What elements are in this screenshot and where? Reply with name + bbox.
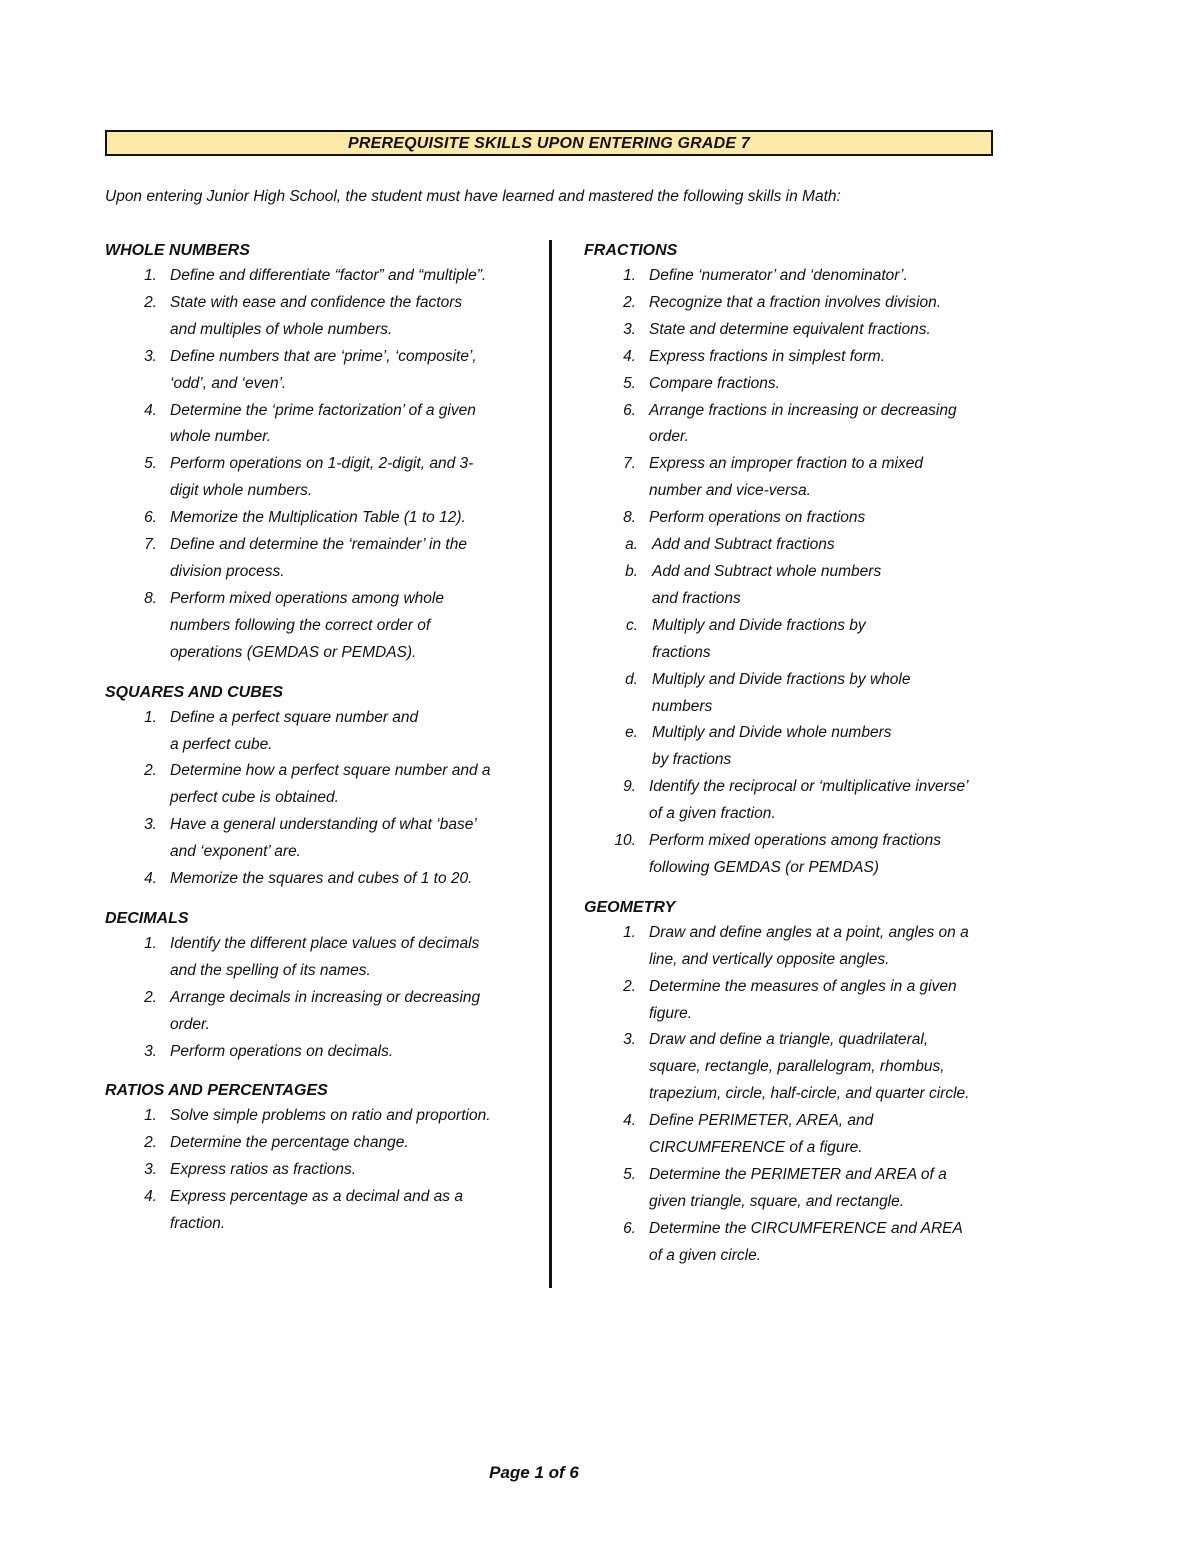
item-text-line: Memorize the Multiplication Table (1 to 12). xyxy=(170,509,466,527)
sub-item-text-line: fractions xyxy=(652,643,711,661)
item-number: 4. xyxy=(144,1188,157,1206)
item-text-line: ‘odd’, and ‘even’. xyxy=(170,374,287,392)
list-item xyxy=(105,398,535,452)
item-number: 4. xyxy=(144,870,157,888)
sub-item-text-line: Multiply and Divide fractions by whole xyxy=(652,670,911,688)
list-item xyxy=(105,1184,535,1238)
skill-list xyxy=(105,705,535,893)
section-heading: SQUARES AND CUBES xyxy=(105,683,284,701)
intro-text: Upon entering Junior High School, the student must have learned and mastered the following skills in Math: xyxy=(105,188,841,205)
sub-item-text-line: Multiply and Divide whole numbers xyxy=(652,724,892,742)
list-item xyxy=(105,505,535,532)
item-text-line: Perform mixed operations among fractions xyxy=(649,832,942,850)
list-item xyxy=(105,532,535,586)
item-text-line: trapezium, circle, half-circle, and quarter circle. xyxy=(649,1085,970,1103)
skill-list xyxy=(105,263,535,667)
list-item xyxy=(584,974,1014,1028)
item-text-line: line, and vertically opposite angles. xyxy=(649,950,890,968)
item-number: 6. xyxy=(623,401,636,419)
sub-item-letter: e. xyxy=(625,724,638,742)
item-text-line: Express fractions in simplest form. xyxy=(649,347,886,365)
item-number: 3. xyxy=(144,816,157,834)
section-decimals xyxy=(105,907,535,1066)
list-item xyxy=(105,586,535,667)
item-number: 7. xyxy=(144,536,157,554)
right-column xyxy=(584,239,1014,1284)
item-text-line: Define and differentiate “factor” and “multiple”. xyxy=(170,267,487,284)
item-number: 7. xyxy=(623,455,636,473)
page-number: Page 1 of 6 xyxy=(489,1463,579,1482)
item-text-line: Define numbers that are ‘prime’, ‘composite’, xyxy=(170,347,477,365)
item-text-line: Draw and define angles at a point, angles on a xyxy=(649,923,969,941)
item-text-line: Solve simple problems on ratio and proportion. xyxy=(170,1107,491,1125)
list-item xyxy=(584,317,1014,344)
list-item xyxy=(584,1216,1014,1270)
list-item xyxy=(584,774,1014,828)
list-item xyxy=(584,828,1014,882)
sub-list xyxy=(584,532,1014,774)
item-text-line: Identify the reciprocal or ‘multiplicative inverse’ xyxy=(649,778,969,796)
item-text-line: Arrange fractions in increasing or decreasing xyxy=(649,401,957,419)
list-item xyxy=(584,1108,1014,1162)
item-text-line: Compare fractions. xyxy=(649,374,780,392)
item-text-line: fraction. xyxy=(170,1215,226,1233)
list-item xyxy=(105,1157,535,1184)
list-item xyxy=(584,920,1014,974)
item-number: 1. xyxy=(623,923,636,941)
item-text-line: square, rectangle, parallelogram, rhombus, xyxy=(649,1058,945,1076)
item-text-line: State and determine equivalent fractions. xyxy=(649,320,931,338)
item-text-line: number and vice-versa. xyxy=(649,482,811,500)
list-item xyxy=(105,1130,535,1157)
list-item xyxy=(105,290,535,344)
sub-list-item xyxy=(584,720,1014,774)
item-text-line: and multiples of whole numbers. xyxy=(170,320,393,338)
item-text-line: Define a perfect square number and xyxy=(170,708,419,726)
list-item xyxy=(584,263,1014,290)
item-number: 4. xyxy=(144,401,157,419)
item-text-line: given triangle, square, and rectangle. xyxy=(649,1192,905,1210)
item-text-line: Arrange decimals in increasing or decreasing xyxy=(170,988,481,1006)
item-text-line: Express an improper fraction to a mixed xyxy=(649,455,923,473)
section-whole-numbers xyxy=(105,239,535,667)
item-number: 3. xyxy=(144,347,157,365)
section-heading: FRACTIONS xyxy=(584,242,678,259)
item-number: 2. xyxy=(144,988,157,1006)
item-text-line: a perfect cube. xyxy=(170,735,273,753)
item-number: 1. xyxy=(144,934,157,952)
sub-item-letter: c. xyxy=(625,616,638,634)
item-text-line: operations (GEMDAS or PEMDAS). xyxy=(170,643,417,661)
item-text-line: whole number. xyxy=(170,428,272,446)
sub-list-item xyxy=(584,559,1014,613)
list-item xyxy=(105,1103,535,1130)
sub-item-letter: b. xyxy=(625,562,638,580)
item-text-line: Recognize that a fraction involves division. xyxy=(649,293,942,311)
item-text-line: figure. xyxy=(649,1004,693,1022)
section-ratios-and-percentages xyxy=(105,1079,535,1238)
item-text-line: order. xyxy=(649,428,689,446)
item-text-line: Perform operations on decimals. xyxy=(170,1042,394,1060)
item-number: 5. xyxy=(623,374,636,392)
item-text-line: State with ease and confidence the factors xyxy=(170,293,463,311)
item-text-line: Perform operations on fractions xyxy=(649,509,866,527)
list-item xyxy=(105,1039,535,1066)
item-text-line: of a given fraction. xyxy=(649,805,776,823)
item-number: 3. xyxy=(623,1031,636,1049)
item-text-line: Determine how a perfect square number and a xyxy=(170,762,491,780)
item-number: 5. xyxy=(144,455,157,473)
item-text-line: Express percentage as a decimal and as a xyxy=(170,1188,463,1206)
list-item xyxy=(584,451,1014,505)
item-text-line: division process. xyxy=(170,562,285,580)
item-text-line: CIRCUMFERENCE of a figure. xyxy=(649,1139,863,1157)
section-geometry xyxy=(584,896,1014,1270)
item-number: 2. xyxy=(144,762,157,780)
skill-list xyxy=(584,920,1014,1270)
skill-list xyxy=(105,1103,535,1238)
item-number: 2. xyxy=(144,1134,157,1152)
item-number: 1. xyxy=(144,1107,157,1125)
item-text-line: digit whole numbers. xyxy=(170,482,313,500)
item-text-line: perfect cube is obtained. xyxy=(170,789,339,807)
list-item xyxy=(105,344,535,398)
item-text-line: and ‘exponent’ are. xyxy=(170,843,301,861)
list-item xyxy=(584,371,1014,398)
item-text-line: and the spelling of its names. xyxy=(170,961,371,979)
list-item xyxy=(584,1162,1014,1216)
item-text-line: of a given circle. xyxy=(649,1246,761,1264)
item-number: 3. xyxy=(144,1042,157,1060)
item-number: 10. xyxy=(614,832,636,850)
list-item xyxy=(584,344,1014,371)
list-item xyxy=(105,931,535,985)
section-heading: WHOLE NUMBERS xyxy=(105,242,250,259)
item-text-line: numbers following the correct order of xyxy=(170,616,431,634)
list-item xyxy=(105,451,535,505)
item-text-line: Define and determine the ‘remainder’ in the xyxy=(170,536,467,554)
item-text-line: Determine the CIRCUMFERENCE and AREA xyxy=(649,1219,963,1237)
list-item xyxy=(105,758,535,812)
sub-item-text-line: by fractions xyxy=(652,751,732,769)
list-item xyxy=(105,705,535,759)
item-number: 9. xyxy=(623,778,636,796)
section-squares-and-cubes xyxy=(105,681,535,893)
section-heading: DECIMALS xyxy=(105,909,189,927)
item-text-line: Determine the PERIMETER and AREA of a xyxy=(649,1166,947,1183)
section-heading: GEOMETRY xyxy=(584,898,676,916)
sub-item-text-line: numbers xyxy=(652,697,713,715)
list-item xyxy=(584,1027,1014,1108)
item-number: 4. xyxy=(623,1112,636,1130)
item-text-line: Draw and define a triangle, quadrilateral, xyxy=(649,1031,929,1049)
item-text-line: Identify the different place values of decimals xyxy=(170,934,480,952)
list-item xyxy=(105,866,535,893)
item-text-line: Memorize the squares and cubes of 1 to 20. xyxy=(170,870,473,888)
item-number: 8. xyxy=(144,589,157,607)
sub-item-text-line: Add and Subtract fractions xyxy=(652,536,835,554)
sub-item-text-line: Multiply and Divide fractions by xyxy=(652,616,866,634)
sub-item-letter: d. xyxy=(625,670,638,688)
item-number: 8. xyxy=(623,509,636,527)
item-text-line: order. xyxy=(170,1015,210,1033)
item-number: 5. xyxy=(623,1166,636,1183)
item-text-line: Determine the percentage change. xyxy=(170,1134,409,1152)
item-text-line: Define ‘numerator’ and ‘denominator’. xyxy=(649,267,908,284)
sub-list-item xyxy=(584,532,1014,559)
sub-list-item xyxy=(584,613,1014,667)
item-text-line: Express ratios as fractions. xyxy=(170,1161,357,1179)
item-text-line: Perform operations on 1-digit, 2-digit, and 3- xyxy=(170,455,474,473)
item-number: 2. xyxy=(623,293,636,311)
item-text-line: Have a general understanding of what ‘base’ xyxy=(170,816,477,834)
item-number: 1. xyxy=(623,267,636,284)
sub-list-item xyxy=(584,667,1014,721)
item-number: 4. xyxy=(623,347,636,365)
section-fractions xyxy=(584,239,1014,882)
skill-list xyxy=(105,931,535,1066)
column-divider xyxy=(549,240,552,1288)
left-column xyxy=(105,239,535,1252)
list-item xyxy=(584,398,1014,452)
list-item xyxy=(584,290,1014,317)
list-item xyxy=(105,812,535,866)
list-item xyxy=(105,263,535,290)
sub-item-letter: a. xyxy=(625,536,638,554)
item-number: 2. xyxy=(144,293,157,311)
item-number: 3. xyxy=(623,320,636,338)
list-item xyxy=(105,985,535,1039)
section-heading: RATIOS AND PERCENTAGES xyxy=(105,1082,328,1100)
item-number: 6. xyxy=(623,1219,636,1237)
item-text-line: Determine the measures of angles in a given xyxy=(649,977,957,995)
item-number: 3. xyxy=(144,1161,157,1179)
item-text-line: Determine the ‘prime factorization’ of a given xyxy=(170,401,476,419)
sub-item-text-line: Add and Subtract whole numbers xyxy=(652,562,882,580)
sub-item-text-line: and fractions xyxy=(652,589,741,607)
item-text-line: Define PERIMETER, AREA, and xyxy=(649,1112,874,1130)
list-item xyxy=(584,505,1014,774)
skill-list xyxy=(584,263,1014,882)
item-number: 1. xyxy=(144,708,157,726)
item-number: 2. xyxy=(623,977,636,995)
item-text-line: Perform mixed operations among whole xyxy=(170,589,444,607)
item-number: 6. xyxy=(144,509,157,527)
page-title: PREREQUISITE SKILLS UPON ENTERING GRADE 7 xyxy=(105,130,993,156)
item-number: 1. xyxy=(144,267,157,284)
item-text-line: following GEMDAS (or PEMDAS) xyxy=(649,858,879,876)
